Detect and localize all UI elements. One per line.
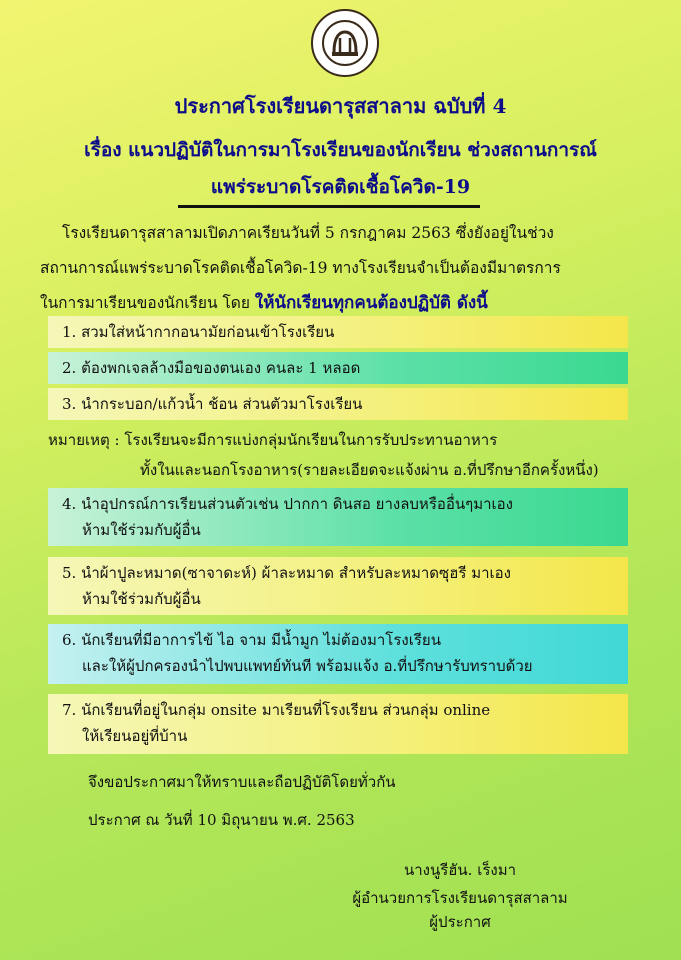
list-item-text: 6. นักเรียนที่มีอาการไข้ ไอ จาม มีน้ำมูก ไม่ต้องมาโรงเรียน — [62, 631, 441, 649]
title-underline — [178, 205, 480, 208]
list-item-text-2: ให้เรียนอยู่ที่บ้าน — [82, 727, 188, 745]
note-line-2: ทั้งในและนอกโรงอาหาร(รายละเอียดจะแจ้งผ่าน อ.ที่ปรึกษาอีกครั้งหนึ่ง) — [140, 461, 599, 479]
list-item-text: 3. นำกระบอก/แก้วน้ำ ช้อน ส่วนตัวมาโรงเรียน — [62, 395, 363, 413]
list-item-5 — [48, 557, 628, 615]
list-item-text: 4. นำอุปกรณ์การเรียนส่วนตัวเช่น ปากกา ดินสอ ยางลบหรืออื่นๆมาเอง — [62, 495, 513, 513]
list-item-3 — [48, 388, 628, 420]
list-item-text-2: ห้ามใช้ร่วมกับผู้อื่น — [82, 590, 201, 608]
list-item-text: 1. สวมใส่หน้ากากอนามัยก่อนเข้าโรงเรียน — [62, 323, 335, 341]
intro-line-1: โรงเรียนดารุสสาลามเปิดภาคเรียนวันที่ 5 กรกฎาคม 2563 ซึ่งยังอยู่ในช่วง — [62, 224, 554, 242]
intro-line-3-text: ในการมาเรียนของนักเรียน โดย — [40, 294, 255, 312]
intro-line-2: สถานการณ์แพร่ระบาดโรคติดเชื้อโควิด-19 ทางโรงเรียนจำเป็นต้องมีมาตรการ — [40, 259, 561, 277]
list-item-4 — [48, 488, 628, 546]
subject-line-2: แพร่ระบาดโรคติดเชื้อโควิด-19 — [210, 176, 471, 198]
list-item-2 — [48, 352, 628, 384]
school-logo — [310, 8, 380, 78]
signer-position: ผู้อำนวยการโรงเรียนดารุสสาลาม — [352, 889, 568, 907]
announcement-date: ประกาศ ณ วันที่ 10 มิถุนายน พ.ศ. 2563 — [88, 811, 355, 829]
list-item-text: 5. นำผ้าปูละหมาด(ซาจาดะห์) ผ้าละหมาด สำหรับละหมาดซุฮรี มาเอง — [62, 564, 511, 582]
intro-line-3 — [40, 289, 660, 316]
note-line-1: หมายเหตุ : โรงเรียนจะมีการแบ่งกลุ่มนักเรียนในการรับประทานอาหาร — [48, 431, 498, 449]
announcement-title: ประกาศโรงเรียนดารุสสาลาม ฉบับที่ 4 — [174, 94, 507, 118]
list-item-text-2: และให้ผู้ปกครองนำไปพบแพทย์ทันที พร้อมแจ้ง อ.ที่ปรึกษารับทราบด้วย — [82, 657, 533, 675]
signer-name: นางนูรีฮัน. เร็งมา — [403, 861, 517, 879]
subject-line-1: เรื่อง แนวปฏิบัติในการมาโรงเรียนของนักเรียน ช่วงสถานการณ์ — [84, 139, 597, 161]
intro-highlight: ให้นักเรียนทุกคนต้องปฏิบัติ ดังนี้ — [254, 293, 488, 313]
list-item-text-2: ห้ามใช้ร่วมกับผู้อื่น — [82, 521, 201, 539]
list-item-7 — [48, 694, 628, 754]
list-item-text: 2. ต้องพกเจลล้างมือของตนเอง คนละ 1 หลอด — [62, 359, 361, 377]
closing-line-1: จึงขอประกาศมาให้ทราบและถือปฏิบัติโดยทั่วกัน — [88, 773, 396, 791]
list-item-1 — [48, 316, 628, 348]
list-item-text: 7. นักเรียนที่อยู่ในกลุ่ม onsite มาเรียนที่โรงเรียน ส่วนกลุ่ม online — [62, 701, 491, 719]
signer-role: ผู้ประกาศ — [429, 913, 491, 931]
list-item-6 — [48, 624, 628, 684]
